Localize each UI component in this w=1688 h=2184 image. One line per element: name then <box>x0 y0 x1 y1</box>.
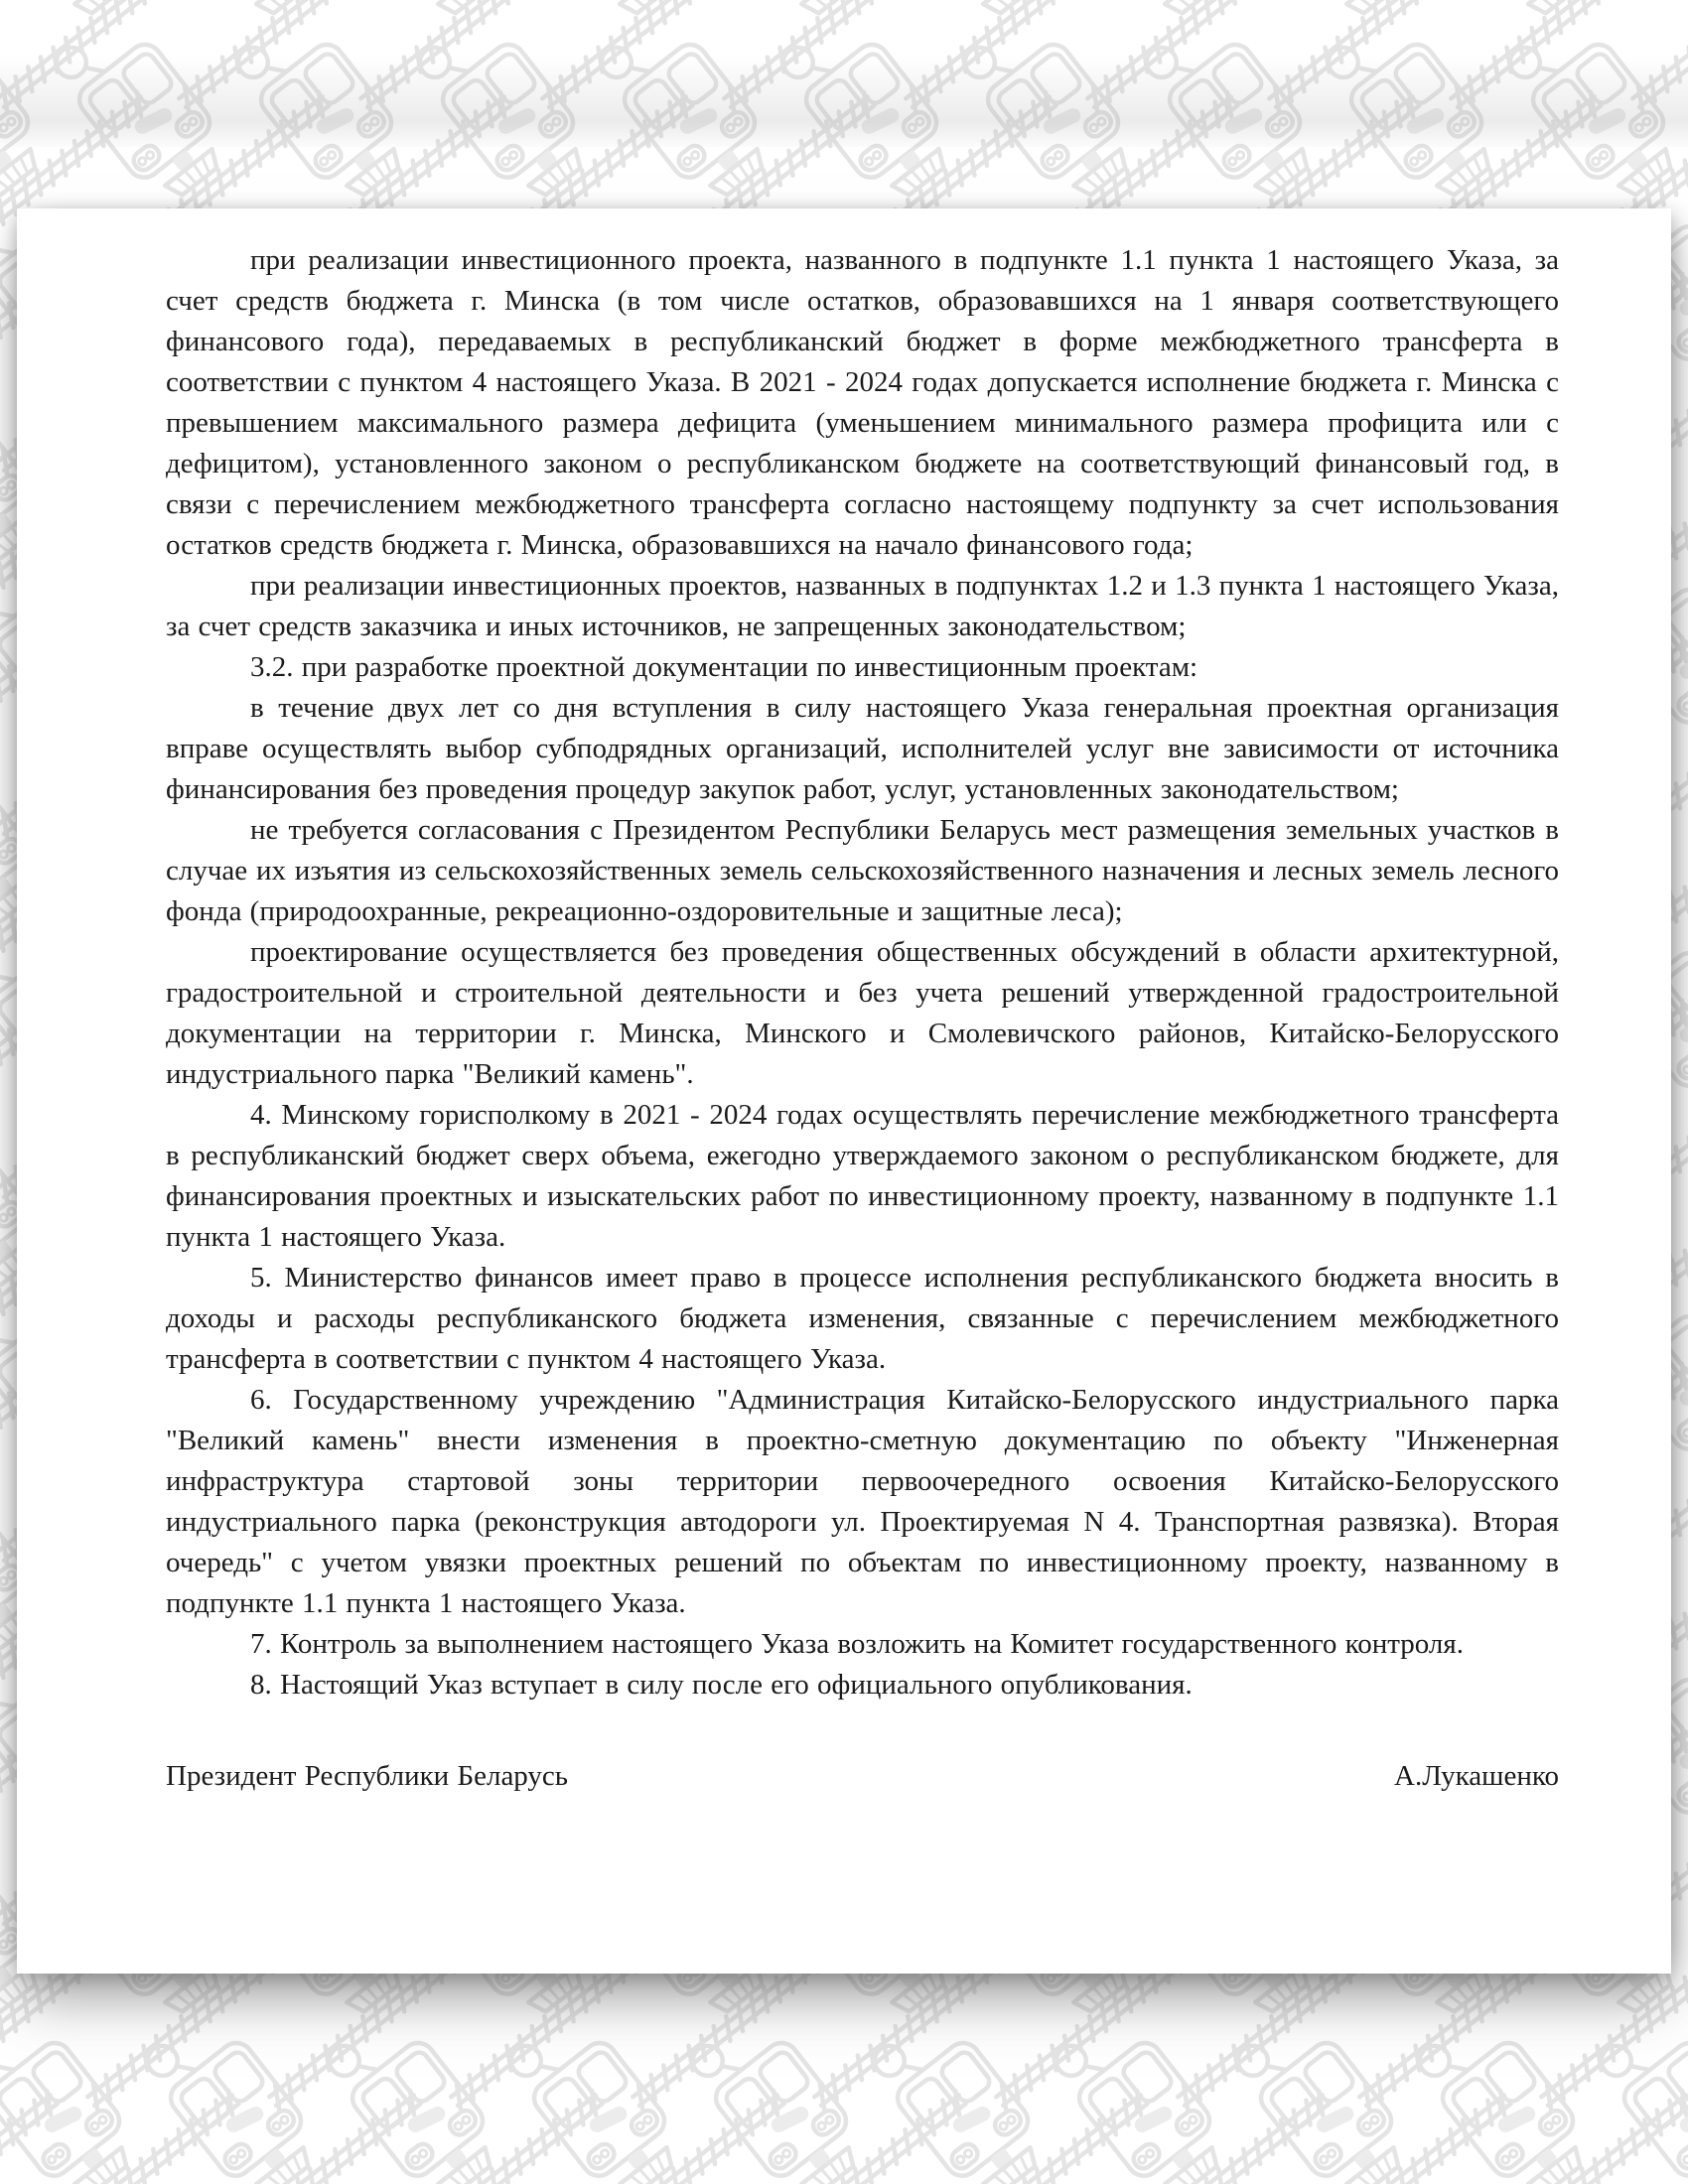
signature-title: Президент Республики Беларусь <box>166 1760 569 1792</box>
paragraph: 3.2. при разработке проектной документации по инвестиционным проектам: <box>250 651 1198 683</box>
paragraph: 8. Настоящий Указ вступает в силу после его официального опубликования. <box>250 1669 1193 1701</box>
document-page <box>17 208 1671 1974</box>
paragraph: 5. Министерство финансов имеет право в процессе исполнения республиканского бюджета вносить в доходы и расходы республиканского бюджета изменения, связанные с перечислением межбюджетного трансферта в соответствии с пунктом 4 настоящего Указа. <box>166 1262 1559 1375</box>
train-icon <box>1330 0 1688 111</box>
paragraph: 4. Минскому горисполкому в 2021 - 2024 годах осуществлять перечисление межбюджетного трансферта в республиканский бюджет сверх объема, ежегодно утверждаемого законом о республиканском бюджете, для финансирования проектных и изыскательских работ по инвестиционному проекту, названному в подпункте 1.1 пункта 1 настоящего Указа. <box>166 1099 1559 1253</box>
paragraph: проектирование осуществляется без проведения общественных обсуждений в области архитектурной, градостроительной и строительной деятельности и без учета решений утвержденной градостроительной документации на территории г. Минска, Минского и Смолевичского районов, Китайско-Белорусского индустриального парка "Великий камень". <box>166 936 1559 1090</box>
signature-row <box>166 1756 1559 1797</box>
signature-name: А.Лукашенко <box>1394 1760 1559 1792</box>
paragraph: при реализации инвестиционного проекта, названного в подпункте 1.1 пункта 1 настоящего Указа, за счет средств бюджета г. Минска (в том числе остатков, образовавшихся на 1 января соответствующего финансового года), передаваемых в республиканский бюджет в форме межбюджетного трансферта в соответствии с пунктом 4 настоящего Указа. В 2021 - 2024 годах допускается исполнение бюджета г. Минска с превышением максимального размера дефицита (уменьшением минимального размера профицита или с дефицитом), установленного законом о республиканском бюджете на соответствующий финансовый год, в связи с перечислением межбюджетного трансферта согласно настоящему подпункту за счет использования остатков средств бюджета г. Минска, образовавшихся на начало финансового года; <box>166 244 1559 561</box>
paragraph: не требуется согласования с Президентом Республики Беларусь мест размещения земельных участков в случае их изъятия из сельскохозяйственных земель сельскохозяйственного назначения и лесных земель лесного фонда (природоохранные, рекреационно-оздоровительные и защитные леса); <box>166 814 1559 927</box>
paragraph: при реализации инвестиционных проектов, названных в подпунктах 1.2 и 1.3 пункта 1 настоящего Указа, за счет средств заказчика и иных источников, не запрещенных законодательством; <box>166 570 1559 642</box>
paragraph-list <box>166 240 1559 1706</box>
paragraph: в течение двух лет со дня вступления в силу настоящего Указа генеральная проектная организация вправе осуществлять выбор субподрядных организаций, исполнителей услуг вне зависимости от источника финансирования без проведения процедур закупок работ, услуг, установленных законодательством; <box>166 692 1559 805</box>
document-body <box>166 240 1559 1797</box>
paragraph: 7. Контроль за выполнением настоящего Указа возложить на Комитет государственного контроля. <box>250 1628 1464 1660</box>
paragraph: 6. Государственному учреждению "Администрация Китайско-Белорусского индустриального парка "Великий камень" внести изменения в проектно-сметную документацию по объекту "Инженерная инфраструктура стартовой зоны территории первоочередного освоения Китайско-Белорусского индустриального парка (реконструкция автодороги ул. Проектируемая N 4. Транспортная развязка). Вторая очередь" с учетом увязки проектных решений по объектам по инвестиционному проекту, названному в подпункте 1.1 пункта 1 настоящего Указа. <box>166 1384 1559 1619</box>
